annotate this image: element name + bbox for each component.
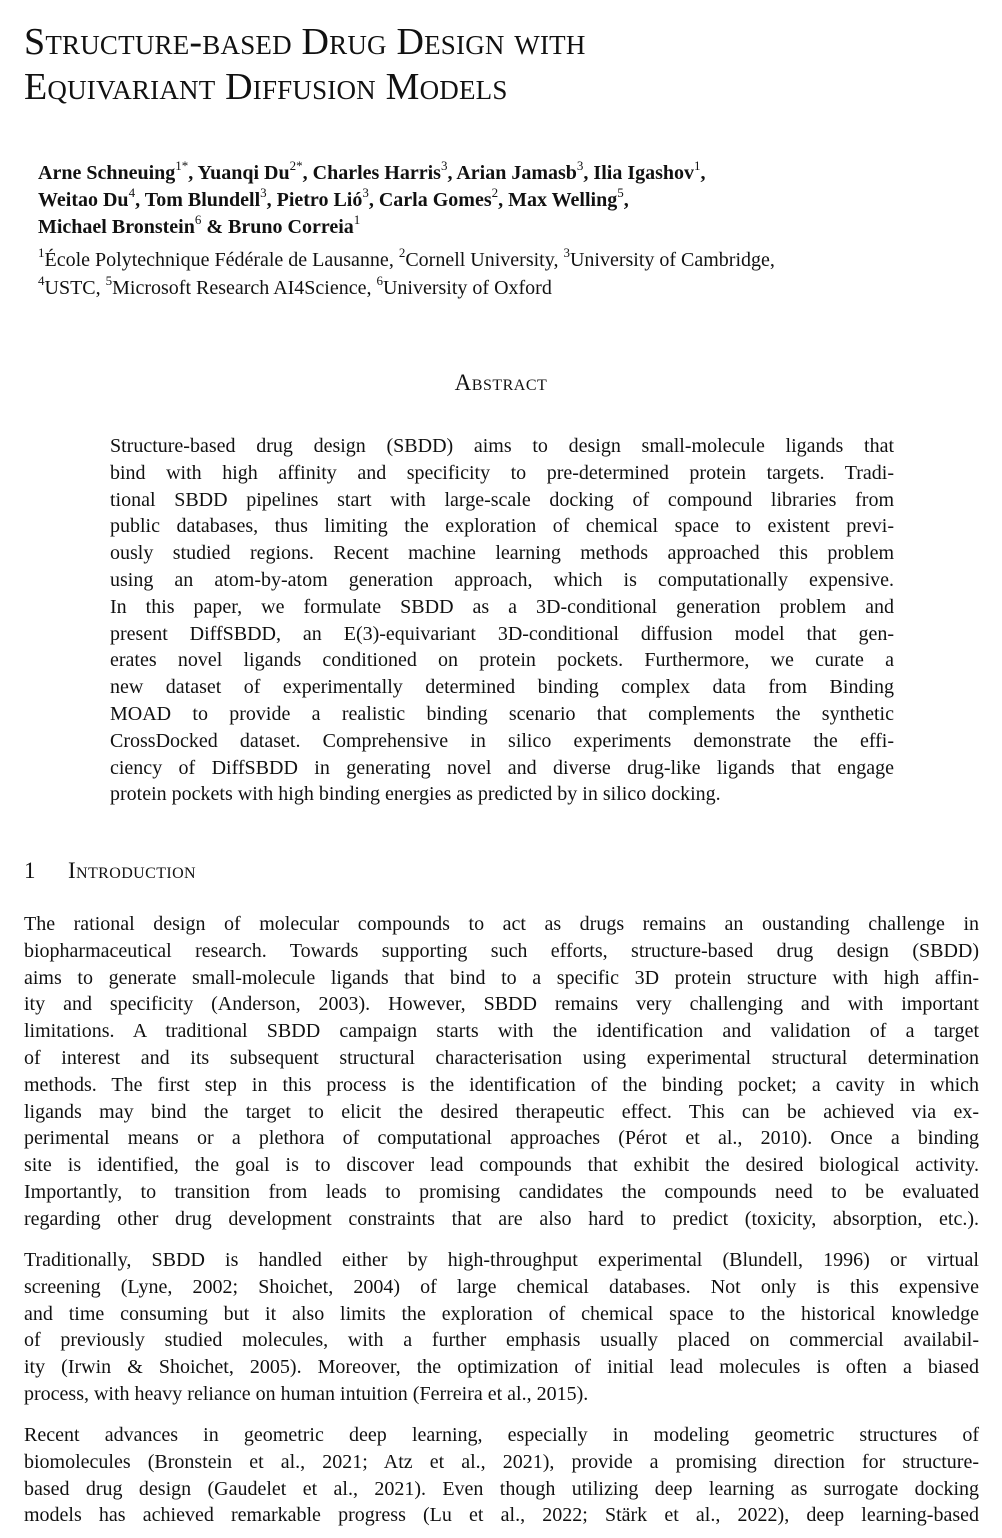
affiliation-mark: 1 bbox=[38, 245, 45, 261]
author-line bbox=[38, 214, 706, 241]
author-name: Charles Harris bbox=[312, 162, 441, 184]
text-line: and time consuming but it also limits the exploration of chemical space to the historical knowledge bbox=[24, 1302, 979, 1325]
affiliation-mark: 3 bbox=[563, 245, 570, 261]
author-affiliation-mark: 3 bbox=[260, 185, 267, 201]
author-affiliation-mark: 6 bbox=[194, 212, 202, 228]
author-affiliation-mark: 3 bbox=[576, 158, 584, 174]
abstract-line: erates novel ligands conditioned on protein pockets. Furthermore, we curate a bbox=[110, 649, 894, 672]
separator: , bbox=[498, 189, 509, 211]
separator: , bbox=[623, 189, 629, 211]
author-name: Tom Blundell bbox=[144, 189, 261, 211]
title-line: Equivariant Diffusion Models bbox=[24, 66, 508, 108]
affiliation-mark: 5 bbox=[105, 273, 113, 289]
author-affiliation-mark: 2* bbox=[289, 158, 303, 174]
body-paragraph bbox=[24, 911, 979, 1233]
author-affiliation-mark: 2 bbox=[491, 185, 499, 201]
author-name: Weitao Du bbox=[38, 189, 129, 211]
abstract-line: In this paper, we formulate SBDD as a 3D-conditional generation problem and bbox=[110, 595, 894, 618]
author-affiliation-mark: 4 bbox=[128, 185, 136, 201]
affiliation-line bbox=[38, 274, 775, 302]
text-line: of interest and its subsequent structural characterisation using experimental structural determination bbox=[24, 1046, 979, 1069]
text-line: methods. The first step in this process is the identification of the binding pocket; a cavity in which bbox=[24, 1073, 979, 1096]
text-line: biopharmaceutical research. Towards supporting such efforts, structure-based drug design (SBDD) bbox=[24, 939, 979, 962]
text-line: ity (Irwin & Shoichet, 2005). Moreover, the optimization of initial lead molecules is often a biased bbox=[24, 1356, 979, 1379]
text-line: ity and specificity (Anderson, 2003). However, SBDD remains very challenging and with important bbox=[24, 993, 979, 1016]
abstract-line: ciency of DiffSBDD in generating novel and diverse drug-like ligands that engage bbox=[110, 756, 894, 779]
affiliation-mark: 2 bbox=[398, 245, 406, 261]
affiliation-mark: 4 bbox=[38, 273, 45, 289]
text-line: perimental means or a plethora of computational approaches (Pérot et al., 2010). Once a binding bbox=[24, 1127, 979, 1150]
affiliation-name: University of Oxford bbox=[382, 277, 552, 299]
section-title: Introduction bbox=[68, 858, 197, 883]
separator: & bbox=[201, 216, 229, 238]
separator: , bbox=[95, 277, 106, 299]
affiliation-name: Microsoft Research AI4Science bbox=[112, 277, 367, 299]
affiliation-mark: 6 bbox=[376, 273, 383, 289]
affiliation-name: Cornell University bbox=[405, 249, 554, 271]
text-line: aims to generate small-molecule ligands that bind to a specific 3D protein structure with high affin- bbox=[24, 966, 979, 989]
text-line: Traditionally, SBDD is handled either by high-throughput experimental (Blundell, 1996) or virtual bbox=[24, 1249, 979, 1271]
text-line: regarding other drug development constraints that are also hard to predict (toxicity, absorption, etc.). bbox=[24, 1207, 979, 1230]
text-line: models has achieved remarkable progress (Lu et al., 2022; Stärk et al., 2022), deep learning-based bbox=[24, 1504, 979, 1527]
separator: , bbox=[368, 189, 379, 211]
author-name: Max Welling bbox=[508, 189, 618, 211]
abstract-line: bind with high affinity and specificity to pre-determined protein targets. Tradi- bbox=[110, 461, 894, 484]
author-affiliation-mark: 3 bbox=[362, 185, 369, 201]
author-name: Michael Bronstein bbox=[38, 216, 195, 238]
affiliation-name: USTC bbox=[44, 277, 96, 299]
separator: , bbox=[302, 162, 313, 184]
text-line: screening (Lyne, 2002; Shoichet, 2004) of large chemical databases. Not only is this expensive bbox=[24, 1275, 979, 1298]
author-affiliation-mark: 1* bbox=[175, 158, 189, 174]
affiliation-line bbox=[38, 246, 775, 274]
separator: , bbox=[188, 162, 198, 184]
text-line: ligands may bind the target to elicit the desired therapeutic effect. This can be achieved via ex- bbox=[24, 1100, 979, 1123]
abstract-line: present DiffSBDD, an E(3)-equivariant 3D-conditional diffusion model that gen- bbox=[110, 622, 894, 645]
title-line: Structure-based Drug Design with bbox=[24, 21, 586, 63]
text-line: biomolecules (Bronstein et al., 2021; Atz et al., 2021), provide a promising direction for structure- bbox=[24, 1450, 979, 1473]
author-name: Bruno Correia bbox=[228, 216, 354, 238]
abstract-line: using an atom-by-atom generation approach, which is computationally expensive. bbox=[110, 568, 894, 591]
abstract-line: tional SBDD pipelines start with large-scale docking of compound libraries from bbox=[110, 488, 894, 511]
separator: , bbox=[769, 249, 775, 271]
author-name: Arne Schneuing bbox=[38, 162, 176, 184]
section-number: 1 bbox=[24, 858, 36, 883]
author-name: Arian Jamasb bbox=[456, 162, 577, 184]
text-line: Recent advances in geometric deep learning, especially in modeling geometric structures of bbox=[24, 1424, 979, 1446]
abstract-line: new dataset of experimentally determined binding complex data from Binding bbox=[110, 676, 894, 699]
affiliation-list bbox=[38, 246, 775, 302]
text-line: process, with heavy reliance on human intuition (Ferreira et al., 2015). bbox=[24, 1382, 589, 1405]
separator: , bbox=[700, 162, 706, 184]
author-affiliation-mark: 3 bbox=[440, 158, 448, 174]
body-paragraph bbox=[24, 1422, 979, 1529]
abstract-line: Structure-based drug design (SBDD) aims to design small-molecule ligands that bbox=[110, 435, 894, 457]
body-paragraph bbox=[24, 1247, 979, 1408]
author-line bbox=[38, 187, 706, 214]
affiliation-name: University of Cambridge bbox=[569, 249, 770, 271]
text-line: Importantly, to transition from leads to promising candidates the compounds need to be evaluated bbox=[24, 1180, 979, 1203]
abstract-line: MOAD to provide a realistic binding scenario that complements the synthetic bbox=[110, 702, 894, 725]
separator: , bbox=[266, 189, 277, 211]
author-name: Carla Gomes bbox=[378, 189, 492, 211]
separator: , bbox=[366, 277, 377, 299]
abstract-line: protein pockets with high binding energies as predicted by in silico docking. bbox=[110, 783, 721, 806]
author-affiliation-mark: 1 bbox=[694, 158, 701, 174]
separator: , bbox=[447, 162, 457, 184]
author-name: Ilia Igashov bbox=[593, 162, 695, 184]
author-list bbox=[38, 160, 706, 241]
author-affiliation-mark: 5 bbox=[617, 185, 624, 201]
author-affiliation-mark: 1 bbox=[353, 212, 361, 228]
text-line: The rational design of molecular compounds to act as drugs remains an oustanding challenge in bbox=[24, 913, 979, 935]
separator: , bbox=[388, 249, 399, 271]
text-line: based drug design (Gaudelet et al., 2021). Even though utilizing deep learning as surrogate docking bbox=[24, 1477, 979, 1500]
abstract-line: public databases, thus limiting the exploration of chemical space to existent previ- bbox=[110, 515, 894, 538]
abstract-heading: Abstract bbox=[454, 370, 548, 395]
text-line: site is identified, the goal is to discover lead compounds that exhibit the desired biological activity. bbox=[24, 1154, 979, 1177]
abstract-body bbox=[110, 433, 894, 808]
author-line bbox=[38, 160, 706, 187]
abstract-line: ously studied regions. Recent machine learning methods approached this problem bbox=[110, 542, 894, 565]
author-name: Yuanqi Du bbox=[197, 162, 290, 184]
text-line: limitations. A traditional SBDD campaign starts with the identification and validation of a target bbox=[24, 1020, 979, 1043]
separator: , bbox=[135, 189, 145, 211]
separator: , bbox=[553, 249, 564, 271]
separator: , bbox=[583, 162, 594, 184]
text-line: of previously studied molecules, with a further emphasis usually placed on commercial availabil- bbox=[24, 1329, 979, 1352]
abstract-line: CrossDocked dataset. Comprehensive in silico experiments demonstrate the effi- bbox=[110, 729, 894, 752]
author-name: Pietro Lió bbox=[276, 189, 363, 211]
section-heading-introduction bbox=[24, 858, 196, 884]
affiliation-name: École Polytechnique Fédérale de Lausanne bbox=[44, 249, 389, 271]
paper-title bbox=[24, 20, 586, 110]
